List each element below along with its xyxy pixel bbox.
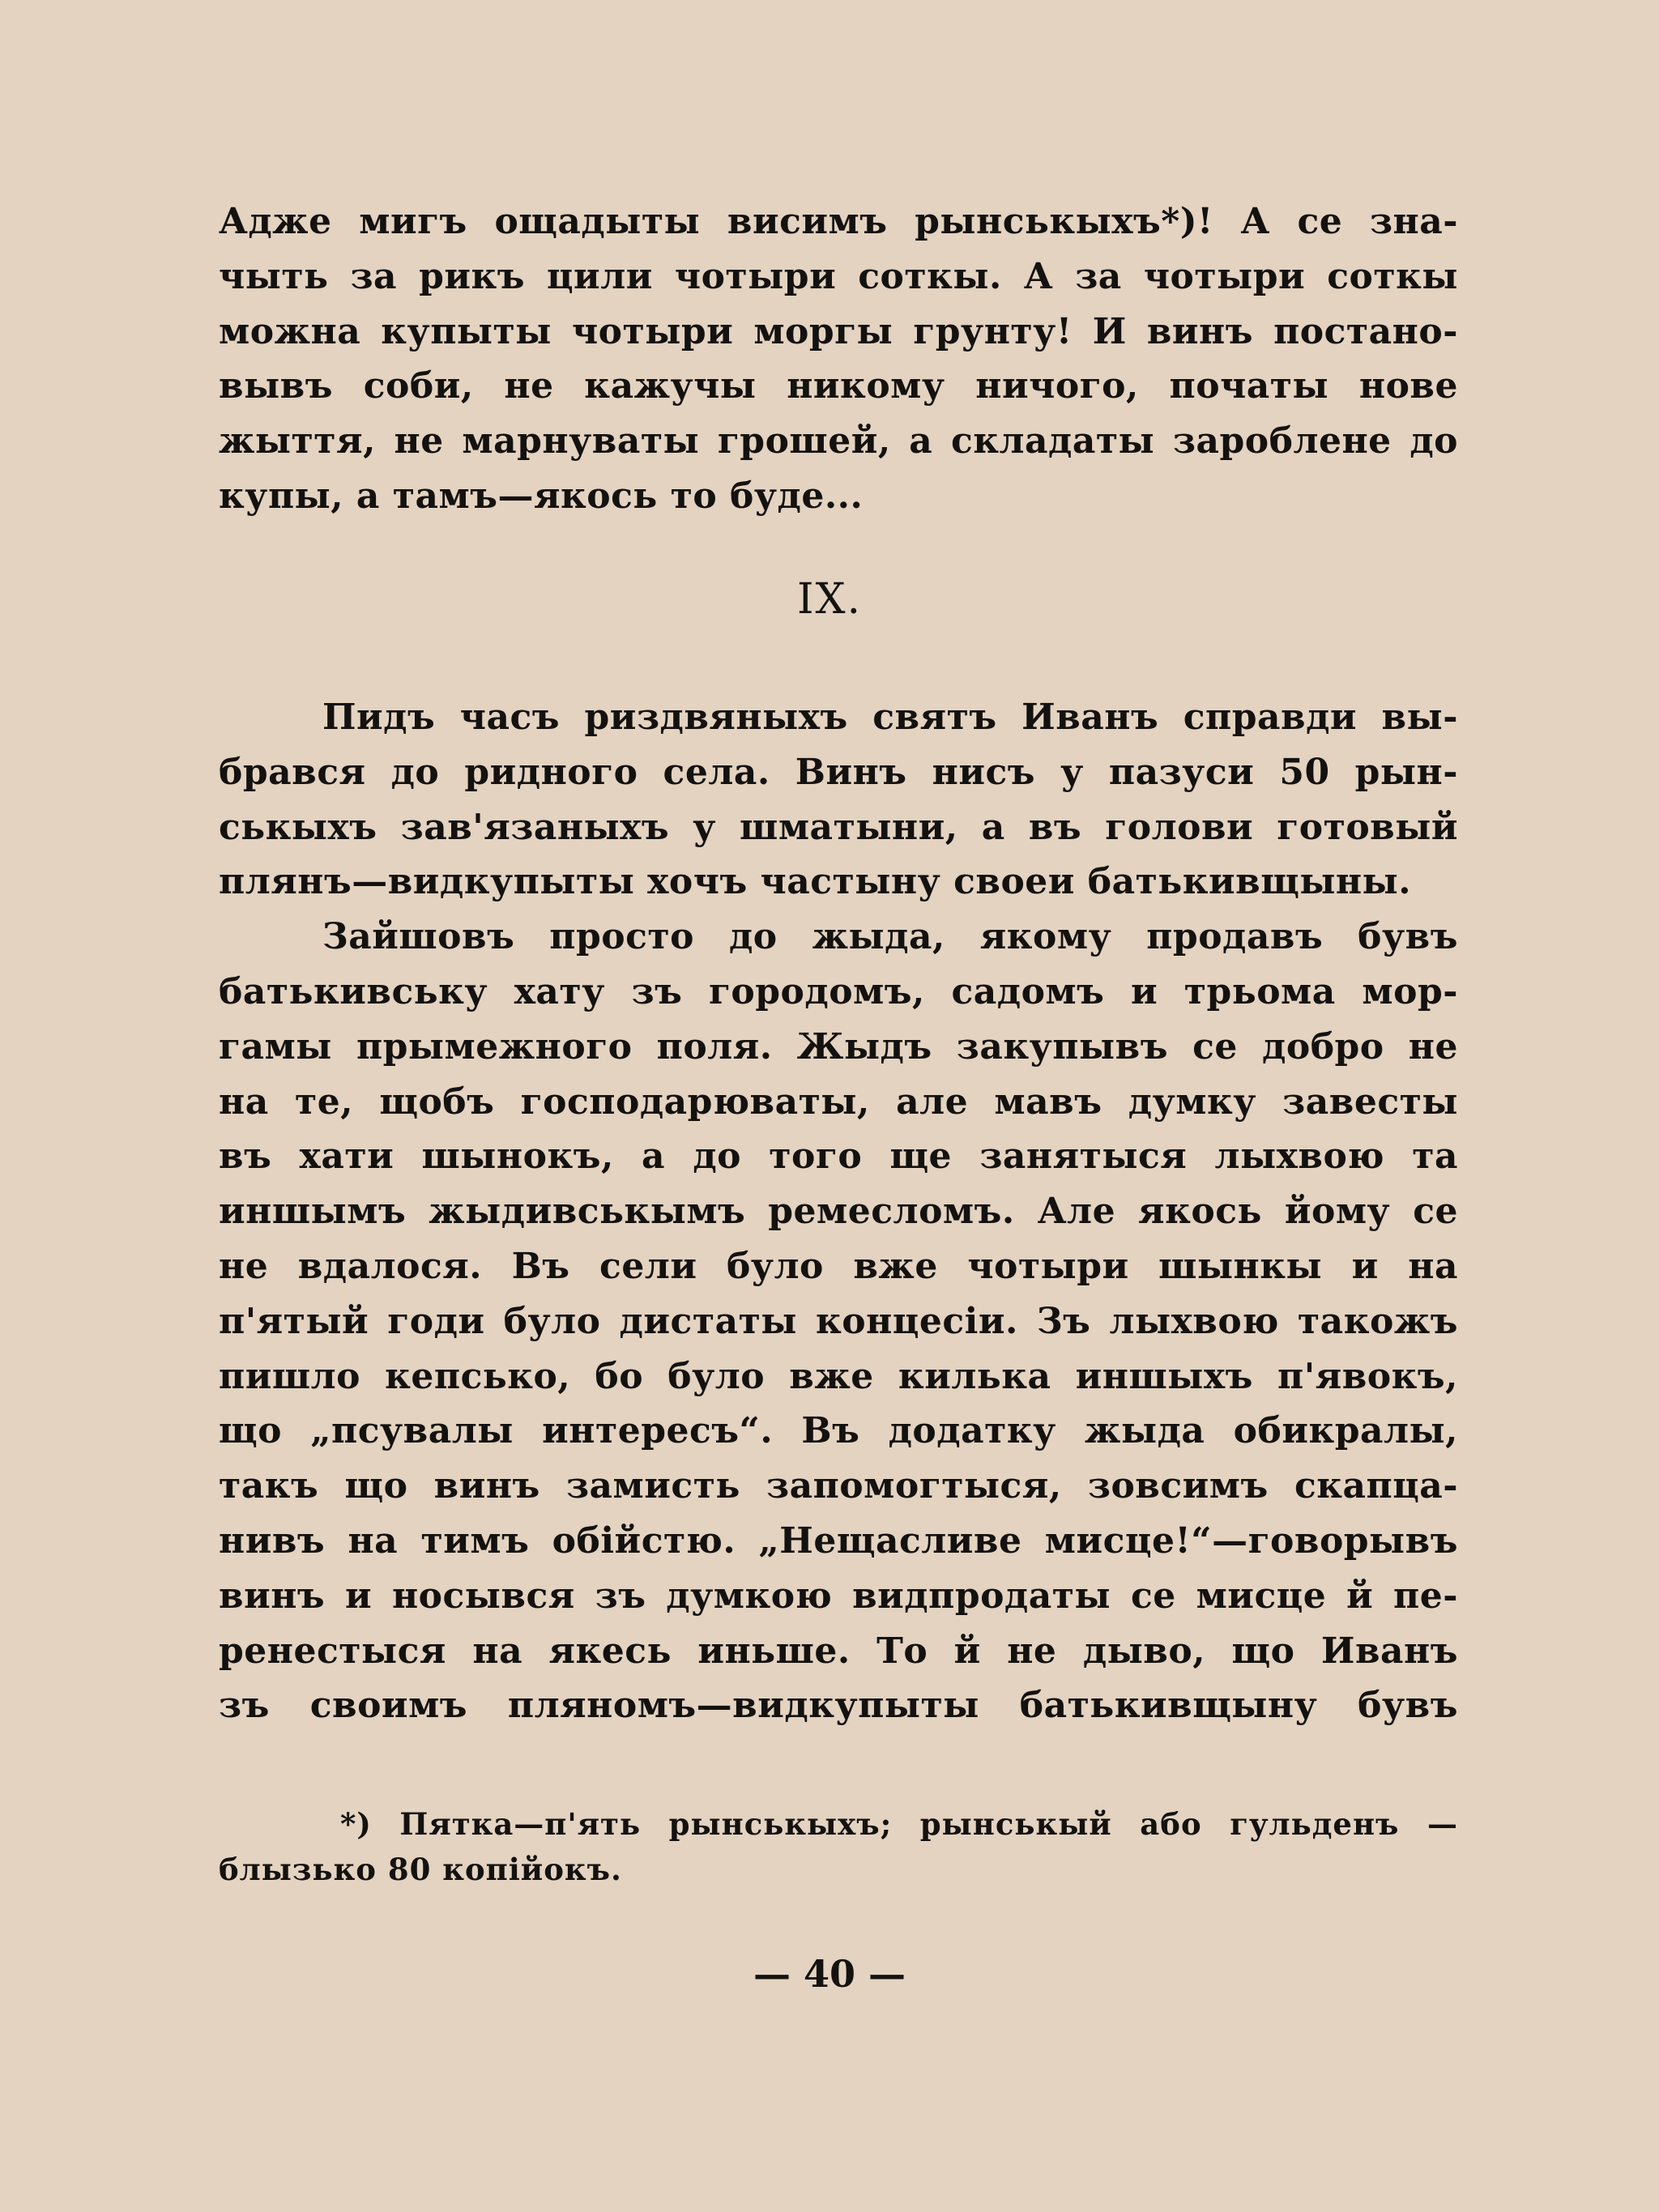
footnote-line: блызько 80 копійокъ.	[219, 1852, 622, 1887]
text-line: ренестыся на якесь иньше. То й не дыво, що Иванъ	[219, 1630, 1458, 1672]
text-line: можна купыты чотыри моргы грунту! И винъ постано-	[219, 310, 1458, 352]
text-line: вывъ соби, не кажучы никому ничого, почaты нове	[219, 365, 1458, 407]
text-line: Зайшовъ просто до жыда, якому продавъ бувъ	[322, 916, 1458, 958]
text-line: такъ що винъ замисть запомогтыся, зовсимъ скапца-	[219, 1465, 1458, 1507]
text-line: зъ своимъ пляномъ—видкупыты батькивщыну бувъ	[219, 1685, 1458, 1727]
text-line: ськыхъ зав'язаныхъ у шматыни, а въ голови готовый	[219, 806, 1458, 848]
text-line: нивъ на тимъ обійстю. „Нещасливе мисце!“—говорывъ	[219, 1519, 1458, 1562]
text-line: купы, а тамъ—якось то буде...	[219, 475, 864, 517]
text-line: що „псувалы интересъ“. Въ додатку жыда обикралы,	[219, 1410, 1458, 1452]
text-line: въ хати шынокъ, а до того ще занятыся лыхвою та	[219, 1136, 1458, 1178]
footnote-line: *) Пятка—п'ять рынськыхъ; рынськый або гульденъ —	[340, 1806, 1458, 1842]
text-line: п'ятый годи було дистаты концесіи. Зъ лыхвою такожъ	[219, 1300, 1458, 1342]
text-line: чыть за рикъ цили чотыри соткы. А за чотыри соткы	[219, 255, 1458, 297]
text-block-main	[219, 690, 1458, 1733]
text-line: на те, щобъ господарюваты, але мавъ думку завесты	[219, 1080, 1458, 1123]
text-line: плянъ—видкупыты хочъ частыну своеи батькивщыны.	[219, 861, 1412, 903]
text-block-top	[219, 194, 1458, 524]
footnote	[219, 1801, 1458, 1892]
text-line: жыття, не марнуваты грошей, а складаты зароблене до	[219, 420, 1458, 462]
chapter-heading: IX.	[796, 575, 863, 624]
text-line: винъ и носывся зъ думкою видпродаты се мисце й пе-	[219, 1575, 1458, 1617]
text-line: Пидъ часъ риздвяныхъ святъ Иванъ справди вы-	[322, 697, 1458, 738]
text-line: гамы прымежного поля. Жыдъ закупывъ се добро не	[219, 1025, 1458, 1068]
text-line: пишло кепсько, бо було вже килька иншыхъ п'явокъ,	[219, 1355, 1458, 1397]
text-line: Адже мигъ ощадыты висимъ рынськыхъ*)! А се зна-	[219, 201, 1458, 242]
text-line: иншымъ жыдивськымъ ремесломъ. Але якось йому се	[219, 1191, 1458, 1233]
text-line: брався до ридного села. Винъ нисъ у пазуси 50 рын-	[219, 751, 1458, 793]
page-number: — 40 —	[753, 1952, 906, 1996]
text-line: батькивську хату зъ городомъ, садомъ и трьома мор-	[219, 970, 1458, 1012]
text-line: не вдалося. Въ сели було вже чотыри шынкы и на	[219, 1245, 1458, 1287]
